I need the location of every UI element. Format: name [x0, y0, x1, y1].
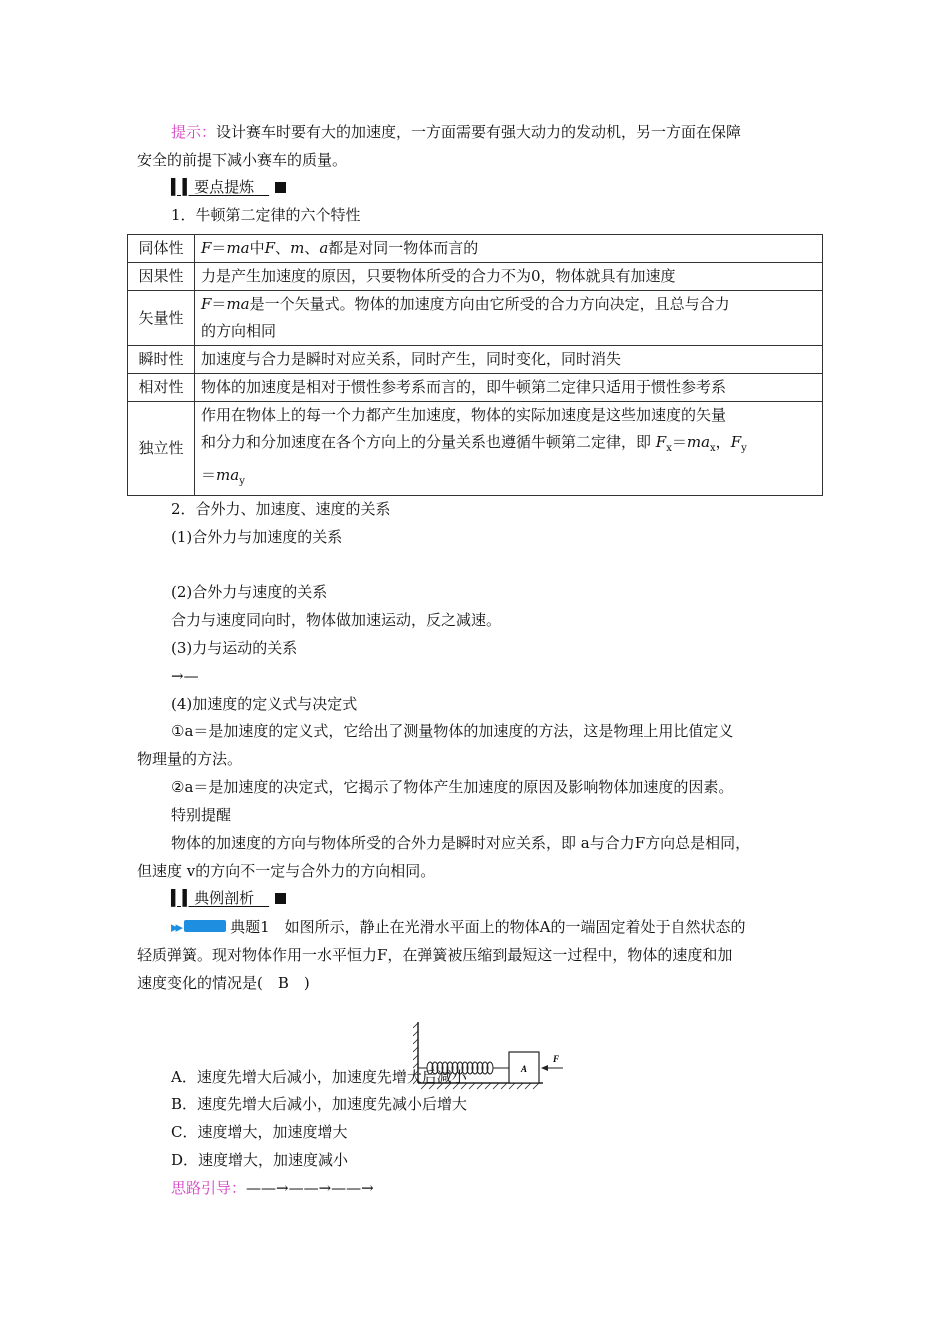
sub-4-heading: (4)加速度的定义式与决定式 — [171, 695, 358, 713]
sub-2-heading: (2)合外力与速度的关系 — [171, 583, 328, 601]
table-row — [128, 235, 823, 263]
example-text-1: 如图所示，静止在光滑水平面上的物体A的一端固定着处于自然状态的 — [284, 918, 746, 936]
item-2: ②a＝是加速度的决定式，它揭示了物体产生加速度的原因及影响物体加速度的因素。 — [171, 778, 734, 796]
item-1-line-1: ①a＝是加速度的定义式，它给出了测量物体的加速度的方法，这是物理上用比值定义 — [171, 722, 734, 740]
special-line-1: 物体的加速度的方向与物体所受的合外力是瞬时对应关系，即 a与合力F方向总是相同， — [171, 834, 751, 852]
properties-table — [127, 234, 823, 496]
guide-line — [171, 1177, 374, 1199]
example-line-1 — [171, 916, 745, 938]
special-title: 特别提醒 — [171, 806, 232, 824]
double-arrow-icon: ▸▸ — [171, 918, 181, 936]
arrow-head-icon — [541, 1065, 548, 1071]
table-row — [128, 346, 823, 374]
table-row — [128, 374, 823, 402]
force-label: F — [553, 1054, 560, 1064]
guide-arrows: ——→——→——→ — [246, 1179, 374, 1197]
hint-line-1 — [171, 121, 741, 143]
square-bullet-icon — [275, 182, 286, 193]
sub-2-text: 合力与速度同向时，物体做加速运动，反之减速。 — [171, 611, 502, 629]
option-a: A．速度先增大后减小，加速度先增大后减小 — [171, 1068, 467, 1086]
section-heading-points — [171, 176, 286, 198]
example-line-2: 轻质弹簧。现对物体作用一水平恒力F，在弹簧被压缩到最短这一过程中，物体的速度和加 — [137, 946, 733, 964]
hint-label: 提示： — [171, 123, 217, 141]
section-title: ▍▍典例剖析 — [171, 889, 255, 907]
hint-line-2: 安全的前提下减小赛车的质量。 — [137, 151, 348, 169]
table-row — [128, 263, 823, 291]
property-name: 同体性 — [128, 235, 195, 263]
point-1-heading: 1．牛顿第二定律的六个特性 — [171, 206, 361, 224]
sub-1-heading: (1)合外力与加速度的关系 — [171, 528, 343, 546]
section-title: ▍▍要点提炼 — [171, 178, 255, 196]
square-bullet-icon — [275, 893, 286, 904]
property-desc: F＝ma是一个矢量式。物体的加速度方向由它所受的合力方向决定，且总与合力 的方向相同 — [195, 291, 823, 346]
table-row — [128, 291, 823, 346]
option-b: B．速度先增大后减小，加速度先减小后增大 — [171, 1095, 468, 1113]
special-line-2: 但速度 v的方向不一定与合外力的方向相同。 — [137, 862, 436, 880]
hint-text-1: 设计赛车时要有大的加速度，一方面需要有强大动力的发动机，另一方面在保障 — [216, 123, 742, 141]
sub-3-arrow: →— — [171, 667, 199, 685]
property-desc: 物体的加速度是相对于惯性参考系而言的，即牛顿第二定律只适用于惯性参考系 — [195, 374, 823, 402]
property-name: 相对性 — [128, 374, 195, 402]
guide-label: 思路引导： — [171, 1179, 247, 1197]
property-desc: 加速度与合力是瞬时对应关系，同时产生，同时变化，同时消失 — [195, 346, 823, 374]
property-desc: F＝ma中F、m、a都是对同一物体而言的 — [195, 235, 823, 263]
property-name: 因果性 — [128, 263, 195, 291]
example-label: 典题1 — [230, 918, 270, 936]
option-c: C．速度增大，加速度增大 — [171, 1123, 348, 1141]
item-1-line-2: 物理量的方法。 — [137, 750, 243, 768]
property-desc: 力是产生加速度的原因，只要物体所受的合力不为0，物体就具有加速度 — [195, 263, 823, 291]
property-desc: 作用在物体上的每一个力都产生加速度，物体的实际加速度是这些加速度的矢量 和分力和分加速度在各个方向上的分量关系也遵循牛顿第二定律，即 $F_x=ma_x$，$F_y$ $=ma_y$ — [195, 402, 823, 496]
property-name: 独立性 — [128, 402, 195, 496]
sub-3-heading: (3)力与运动的关系 — [171, 639, 298, 657]
property-name: 矢量性 — [128, 291, 195, 346]
property-name: 瞬时性 — [128, 346, 195, 374]
block-label: A — [520, 1064, 528, 1074]
point-2-heading: 2．合外力、加速度、速度的关系 — [171, 500, 391, 518]
example-badge-icon — [184, 920, 226, 932]
table-row — [128, 402, 823, 496]
option-d: D．速度增大，加速度减小 — [171, 1151, 349, 1169]
section-heading-examples — [171, 887, 286, 909]
example-line-3: 速度变化的情况是( B ) — [137, 974, 310, 992]
